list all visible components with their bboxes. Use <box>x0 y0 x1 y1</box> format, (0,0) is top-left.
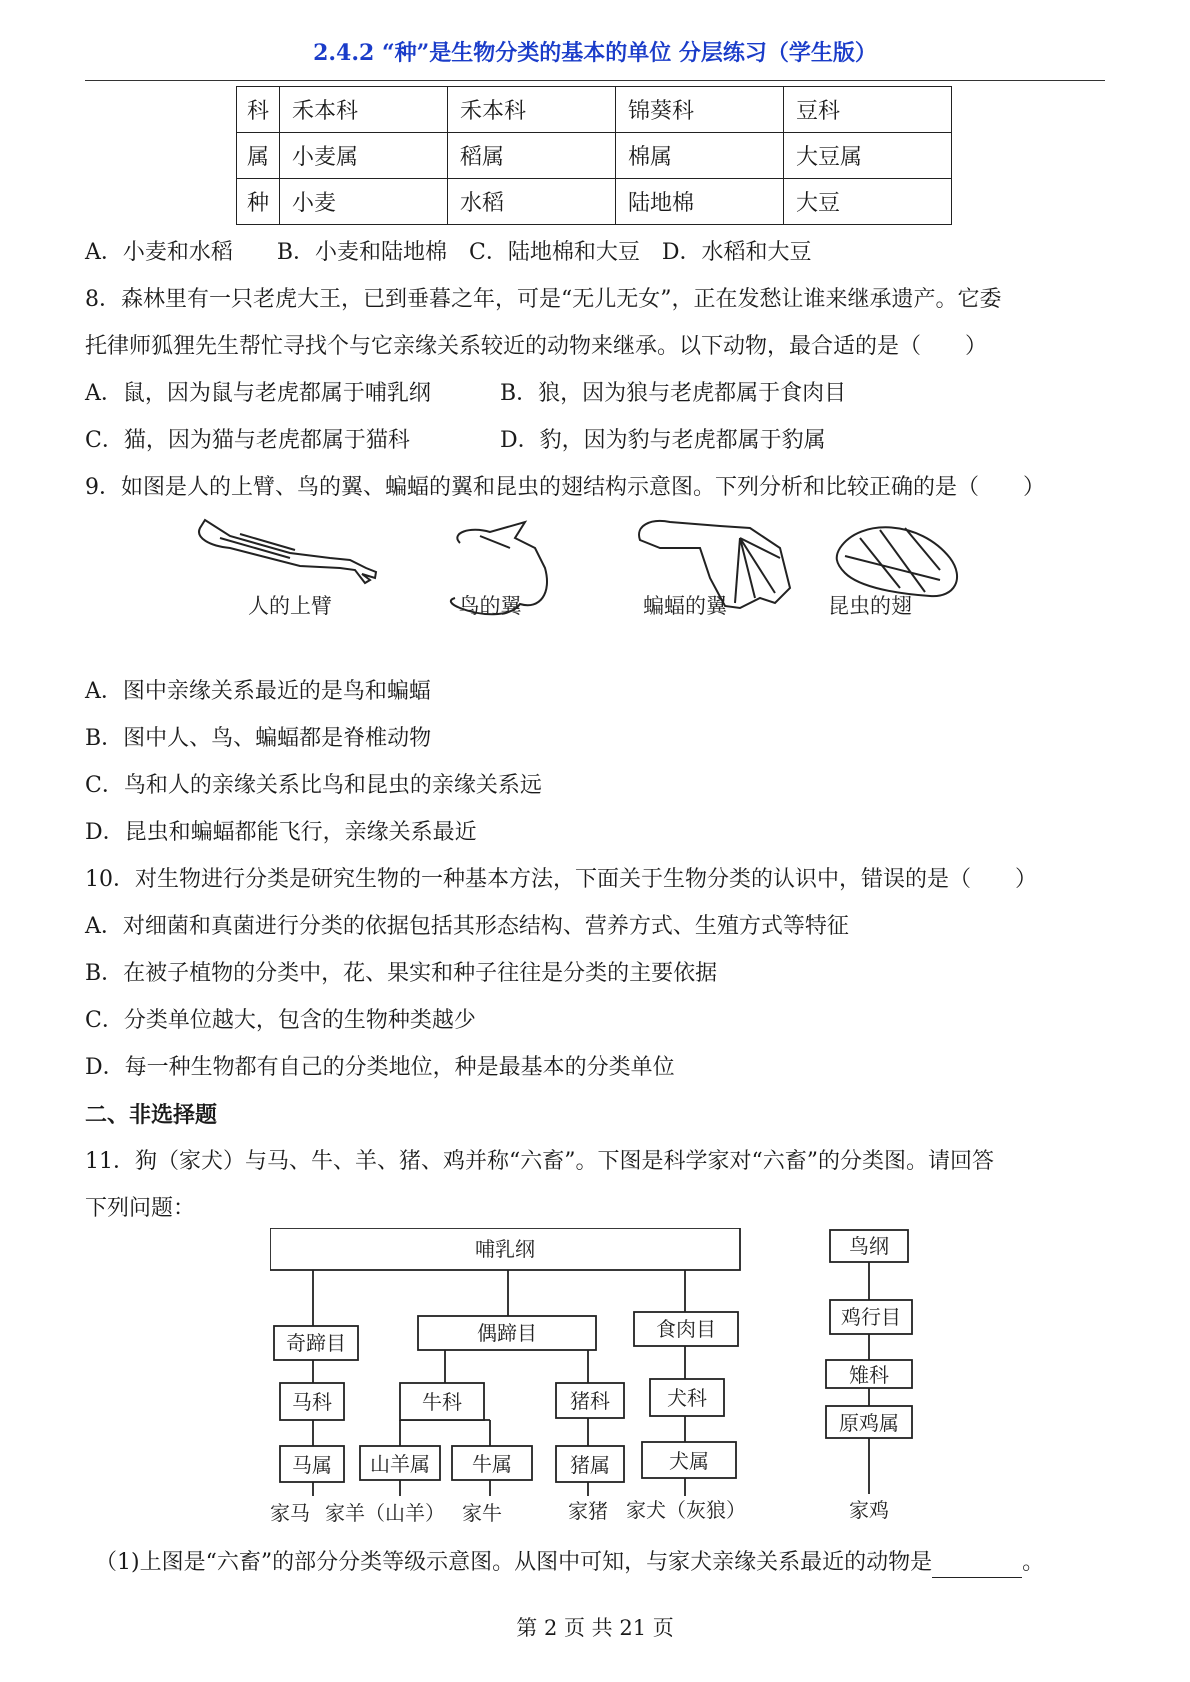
q8-stem-line2: 托律师狐狸先生帮忙寻找个与它亲缘关系较近的动物来继承。以下动物，最合适的是（ ） <box>85 334 988 359</box>
label-galliformes-order: 鸡行目 <box>841 1305 901 1329</box>
q11-sub1-end: 。 <box>1022 1550 1045 1575</box>
label-cattle-genus: 牛属 <box>472 1452 512 1476</box>
table-cell: 禾本科 <box>448 87 616 133</box>
table-cell: 豆科 <box>784 87 952 133</box>
page-header-title: 2.4.2 “种”是生物分类的基本的单位 分层练习（学生版） <box>313 40 877 66</box>
figure-label-insect-wing: 昆虫的翅 <box>828 594 912 618</box>
table-row <box>237 179 952 225</box>
q11-stem-line1: 11．狗（家犬）与马、牛、羊、猪、鸡并称“六畜”。下图是科学家对“六畜”的分类图。请回答 <box>85 1149 994 1174</box>
label-dog-family: 犬科 <box>667 1386 707 1410</box>
q9-option-a: A．图中亲缘关系最近的是鸟和蝙蝠 <box>85 679 431 704</box>
q8-option-d: D．豹，因为豹与老虎都属于豹属 <box>500 428 826 453</box>
q8-option-c: C．猫，因为猫与老虎都属于猫科 <box>85 428 410 453</box>
q10-option-d: D．每一种生物都有自己的分类地位，种是最基本的分类单位 <box>85 1055 675 1080</box>
table-cell: 小麦 <box>280 179 448 225</box>
table-cell: 大豆 <box>784 179 952 225</box>
human-arm-drawing <box>199 520 376 583</box>
label-species-pig: 家猪 <box>568 1499 608 1523</box>
q8-stem-line1: 8．森林里有一只老虎大王，已到垂暮之年，可是“无儿无女”，正在发愁让谁来继承遗产。它委 <box>85 287 1002 312</box>
q9-option-b: B．图中人、鸟、蝙蝠都是脊椎动物 <box>85 726 432 751</box>
label-species-cattle: 家牛 <box>462 1501 502 1525</box>
table-cell: 棉属 <box>616 133 784 179</box>
answer-blank[interactable] <box>932 1555 1022 1578</box>
insect-wing-drawing <box>837 527 957 596</box>
livestock-classification-tree <box>270 1228 950 1538</box>
table-cell: 大豆属 <box>784 133 952 179</box>
label-even-toed-order: 偶蹄目 <box>477 1321 537 1345</box>
label-species-chicken: 家鸡 <box>849 1498 889 1522</box>
q11-sub1-text: （1)上图是“六畜”的部分分类等级示意图。从图中可知，与家犬亲缘关系最近的动物是 <box>95 1550 933 1575</box>
page-footer: 第 2 页 共 21 页 <box>516 1616 674 1640</box>
q8-option-a: A．鼠，因为鼠与老虎都属于哺乳纲 <box>85 381 431 406</box>
q11-sub1 <box>95 1548 1044 1578</box>
q11-stem-line2: 下列问题： <box>85 1196 196 1221</box>
table-cell: 稻属 <box>448 133 616 179</box>
header-divider <box>85 80 1105 81</box>
table-row-head: 科 <box>237 87 280 133</box>
q9-option-c: C．鸟和人的亲缘关系比鸟和昆虫的亲缘关系远 <box>85 773 542 798</box>
label-carnivora-order: 食肉目 <box>656 1317 716 1341</box>
figure-label-bird-wing: 鸟的翼 <box>458 594 522 618</box>
figure-label-bat-wing: 蝙蝠的翼 <box>643 594 727 618</box>
q10-option-b: B．在被子植物的分类中，花、果实和种子往往是分类的主要依据 <box>85 961 718 986</box>
label-bird-class: 鸟纲 <box>849 1234 889 1258</box>
classification-table <box>236 86 952 225</box>
label-odd-toed-order: 奇蹄目 <box>286 1331 346 1355</box>
q10-option-a: A．对细菌和真菌进行分类的依据包括其形态结构、营养方式、生殖方式等特征 <box>85 914 849 939</box>
label-bovid-family: 牛科 <box>422 1390 462 1414</box>
table-cell: 禾本科 <box>280 87 448 133</box>
table-row <box>237 133 952 179</box>
label-species-goat: 家羊（山羊） <box>325 1501 445 1525</box>
q10-stem: 10．对生物进行分类是研究生物的一种基本方法，下面关于生物分类的认识中，错误的是（ ） <box>85 867 1037 892</box>
label-mammal-class: 哺乳纲 <box>475 1237 535 1261</box>
label-horse-genus: 马属 <box>292 1453 332 1477</box>
label-species-dog: 家犬（灰狼） <box>626 1498 746 1522</box>
table-row-head: 种 <box>237 179 280 225</box>
label-species-horse: 家马 <box>270 1501 310 1525</box>
label-pheasant-family: 雉科 <box>849 1363 889 1387</box>
limb-structure-figure <box>180 508 1030 668</box>
label-chicken-genus: 原鸡属 <box>839 1411 899 1435</box>
q10-option-c: C．分类单位越大，包含的生物种类越少 <box>85 1008 476 1033</box>
label-horse-family: 马科 <box>292 1390 332 1414</box>
q9-option-d: D．昆虫和蝙蝠都能飞行，亲缘关系最近 <box>85 820 477 845</box>
q9-stem: 9．如图是人的上臂、鸟的翼、蝙蝠的翼和昆虫的翅结构示意图。下列分析和比较正确的是（ ） <box>85 475 1046 500</box>
label-dog-genus: 犬属 <box>669 1449 709 1473</box>
table-cell: 小麦属 <box>280 133 448 179</box>
label-pig-family: 猪科 <box>570 1389 610 1413</box>
figure-label-human-arm: 人的上臂 <box>248 594 332 618</box>
section-title: 二、非选择题 <box>85 1102 218 1128</box>
table-row-head: 属 <box>237 133 280 179</box>
q8-option-b: B．狼，因为狼与老虎都属于食肉目 <box>500 381 847 406</box>
label-pig-genus: 猪属 <box>570 1453 610 1477</box>
table-cell: 锦葵科 <box>616 87 784 133</box>
table-row <box>237 87 952 133</box>
label-goat-genus: 山羊属 <box>370 1452 430 1476</box>
table-cell: 水稻 <box>448 179 616 225</box>
q7-options: A．小麦和水稻 B．小麦和陆地棉 C．陆地棉和大豆 D．水稻和大豆 <box>85 240 812 265</box>
table-cell: 陆地棉 <box>616 179 784 225</box>
